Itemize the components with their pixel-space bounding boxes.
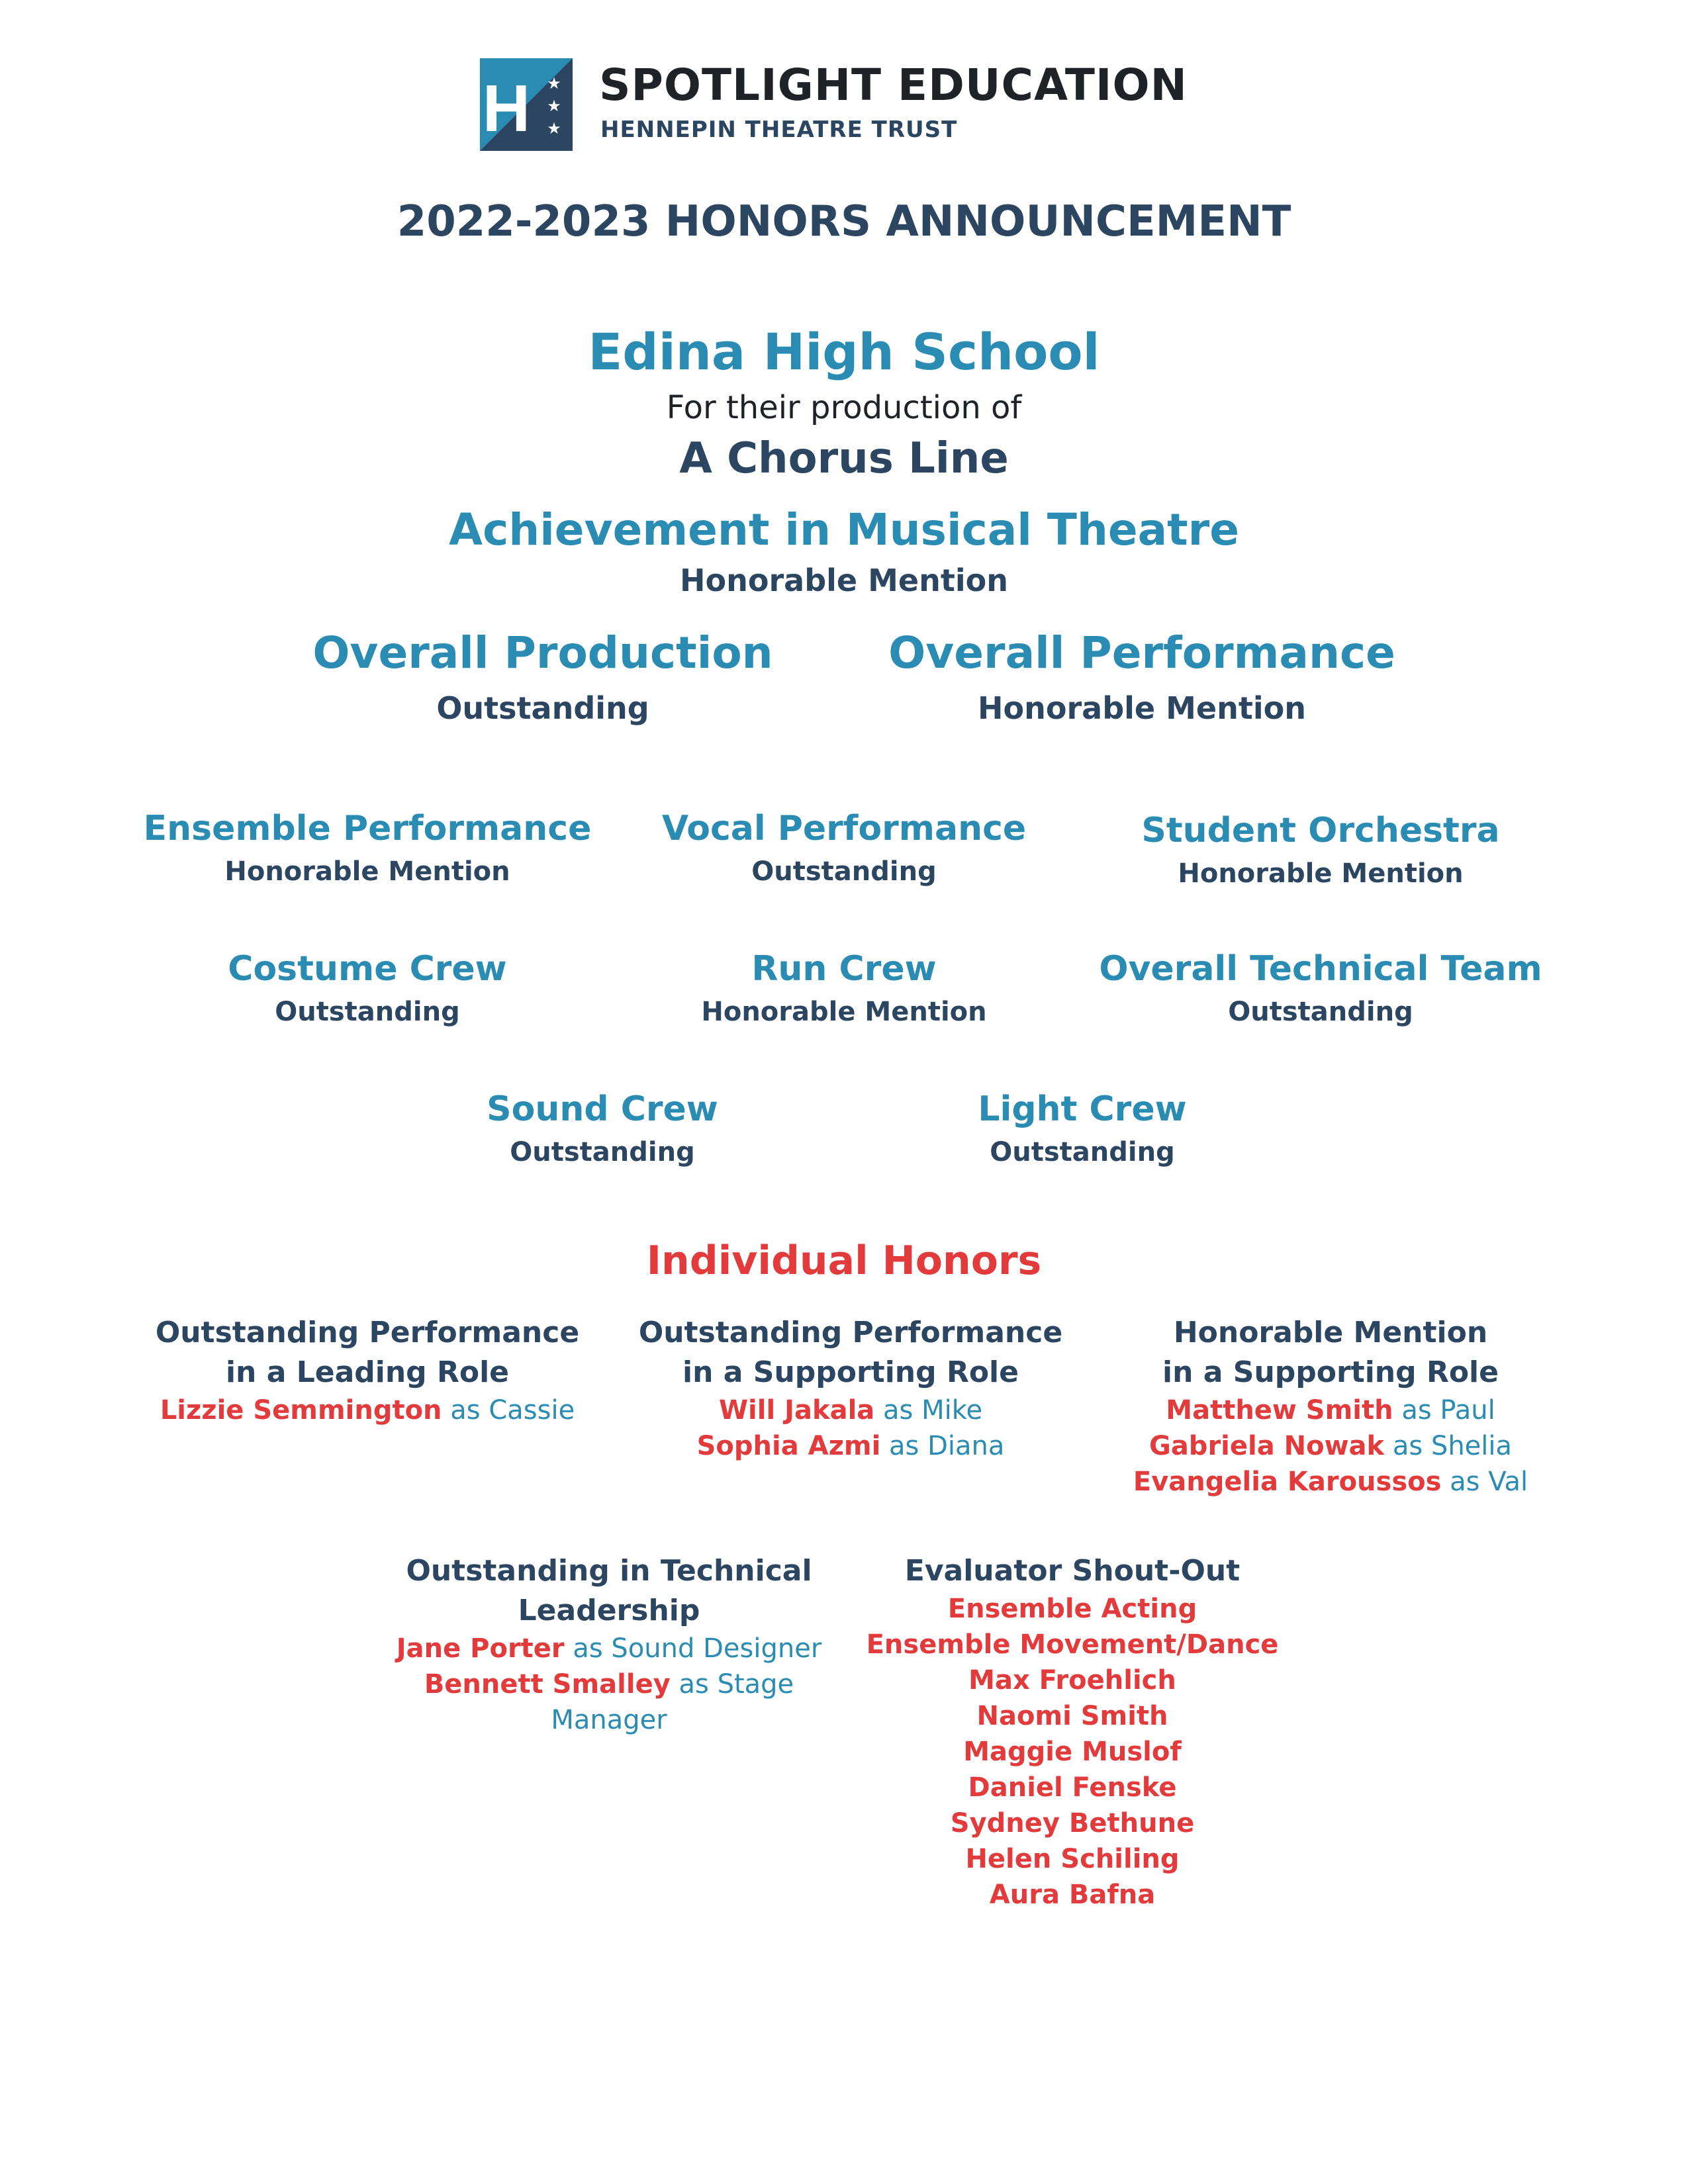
- award-level: Honorable Mention: [978, 690, 1306, 726]
- hennepin-logo-icon: [480, 58, 573, 151]
- honor-heading: in a Supporting Role: [682, 1355, 1019, 1389]
- award-overall-technical-team: [1056, 949, 1585, 1027]
- shoutout-item: Daniel Fenske: [968, 1772, 1177, 1803]
- honoree-role: as Stage: [679, 1669, 794, 1700]
- school-name: Edina High School: [588, 322, 1100, 381]
- svg-text:★: ★: [547, 74, 561, 93]
- page-title: 2022-2023 HONORS ANNOUNCEMENT: [397, 197, 1291, 246]
- honoree: [1086, 1428, 1575, 1464]
- honor-heading: Outstanding Performance: [155, 1316, 580, 1349]
- award-level: Outstanding: [436, 690, 649, 726]
- honoree: [371, 1666, 847, 1702]
- honoree: [129, 1392, 606, 1428]
- award-overall-performance: [861, 627, 1423, 726]
- honoree-name: Lizzie Semmington: [160, 1395, 442, 1426]
- honor-hm-supporting-role: [1086, 1313, 1575, 1500]
- brand-subtitle: HENNEPIN THEATRE TRUST: [600, 116, 958, 143]
- award-title: Sound Crew: [487, 1089, 718, 1129]
- award-title: Overall Technical Team: [1099, 949, 1542, 989]
- honoree-role-continued: Manager: [551, 1705, 667, 1735]
- shoutout-item: Aura Bafna: [989, 1880, 1156, 1910]
- honoree-name: Sophia Azmi: [696, 1431, 881, 1461]
- award-level: Honorable Mention: [701, 997, 987, 1027]
- award-level: Outstanding: [1228, 997, 1413, 1027]
- award-level: Outstanding: [510, 1137, 695, 1167]
- production-intro: For their production of: [666, 389, 1022, 426]
- show-title: A Chorus Line: [679, 434, 1009, 483]
- award-level: Honorable Mention: [1178, 858, 1464, 889]
- svg-text:★: ★: [547, 97, 561, 115]
- honoree-role: as Shelia: [1392, 1431, 1513, 1461]
- honor-evaluator-shoutout: [821, 1551, 1324, 1913]
- svg-text:H: H: [482, 71, 531, 146]
- shoutout-item: Maggie Muslof: [963, 1737, 1182, 1767]
- brand-name: SPOTLIGHT EDUCATION: [599, 60, 1188, 111]
- shoutout-item: Helen Schiling: [965, 1844, 1180, 1874]
- individual-honors-title: Individual Honors: [646, 1238, 1042, 1284]
- award-sound-crew: [338, 1089, 867, 1167]
- honor-technical-leadership: [371, 1551, 847, 1738]
- award-vocal-performance: [579, 809, 1109, 887]
- award-level: Outstanding: [751, 856, 937, 887]
- award-title: Ensemble Performance: [143, 809, 592, 848]
- svg-text:★: ★: [547, 119, 561, 138]
- honoree-role: as Cassie: [450, 1395, 575, 1426]
- honoree-role: as Paul: [1401, 1395, 1495, 1426]
- achievement-level: Honorable Mention: [680, 563, 1008, 598]
- honor-heading: Outstanding Performance: [638, 1316, 1063, 1349]
- honoree-name: Gabriela Nowak: [1149, 1431, 1385, 1461]
- honoree: [1086, 1464, 1575, 1500]
- honor-heading: in a Supporting Role: [1162, 1355, 1499, 1389]
- honoree-role: as Diana: [889, 1431, 1005, 1461]
- honoree: [371, 1631, 847, 1666]
- honoree: [1086, 1392, 1575, 1428]
- honoree-name: Bennett Smalley: [424, 1669, 671, 1700]
- award-light-crew: [818, 1089, 1347, 1167]
- honoree-name: Will Jakala: [718, 1395, 875, 1426]
- honor-heading: Outstanding in Technical: [406, 1554, 812, 1588]
- award-costume-crew: [103, 949, 632, 1027]
- shoutout-item: Naomi Smith: [976, 1701, 1168, 1731]
- award-title: Student Orchestra: [1141, 811, 1500, 850]
- honor-leading-role: [129, 1313, 606, 1428]
- award-level: Honorable Mention: [224, 856, 510, 887]
- award-student-orchestra: [1056, 811, 1585, 889]
- shoutout-item: Max Froehlich: [968, 1665, 1176, 1696]
- award-title: Costume Crew: [228, 949, 507, 989]
- honoree-name: Evangelia Karoussos: [1133, 1467, 1442, 1497]
- honoree-role: as Mike: [883, 1395, 983, 1426]
- award-level: Outstanding: [990, 1137, 1175, 1167]
- award-title: Overall Performance: [888, 627, 1395, 678]
- award-title: Overall Production: [312, 627, 773, 678]
- honor-heading: Honorable Mention: [1173, 1316, 1488, 1349]
- award-ensemble-performance: [103, 809, 632, 887]
- award-level: Outstanding: [275, 997, 460, 1027]
- honoree-name: Jane Porter: [396, 1633, 565, 1664]
- award-title: Light Crew: [978, 1089, 1187, 1129]
- honoree-role: as Sound Designer: [573, 1633, 822, 1664]
- honor-heading: Leadership: [518, 1594, 700, 1627]
- award-title: Vocal Performance: [661, 809, 1027, 848]
- shoutout-item: Ensemble Acting: [947, 1594, 1197, 1624]
- award-title: Run Crew: [751, 949, 937, 989]
- honor-supporting-role: [612, 1313, 1089, 1464]
- award-run-crew: [579, 949, 1109, 1027]
- honor-heading: Evaluator Shout-Out: [904, 1554, 1241, 1588]
- honoree: [612, 1428, 1089, 1464]
- honoree: [612, 1392, 1089, 1428]
- shoutout-item: Sydney Bethune: [950, 1808, 1195, 1839]
- award-overall-production: [278, 627, 808, 726]
- shoutout-item: Ensemble Movement/Dance: [866, 1629, 1279, 1660]
- brand-logo: [480, 58, 1208, 151]
- honoree-name: Matthew Smith: [1166, 1395, 1393, 1426]
- honor-heading: in a Leading Role: [225, 1355, 510, 1389]
- honoree-role: as Val: [1450, 1467, 1528, 1497]
- achievement-title: Achievement in Musical Theatre: [449, 504, 1239, 555]
